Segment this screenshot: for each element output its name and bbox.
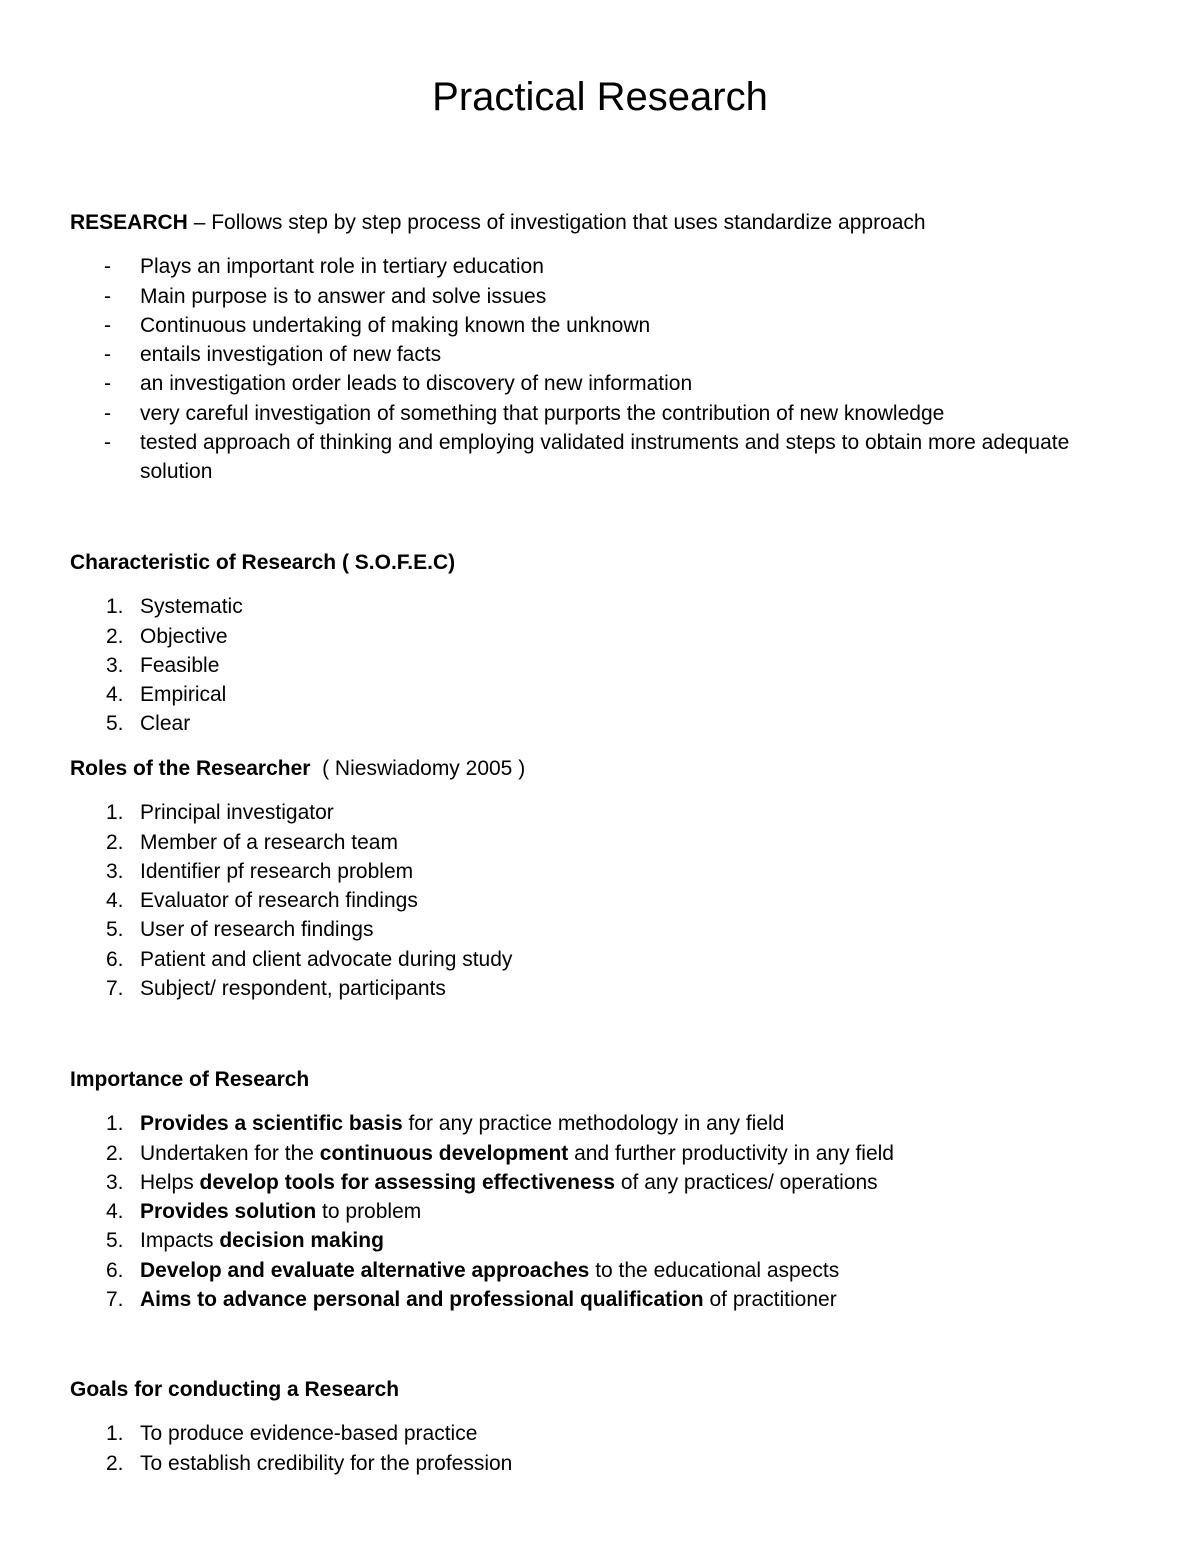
list-item: 5. Clear bbox=[106, 712, 191, 736]
goals-section bbox=[70, 1375, 1130, 1478]
roles-section bbox=[70, 754, 1130, 1003]
list-item: 2. Undertaken for the continuous development and further productivity in any field bbox=[106, 1141, 894, 1165]
list-item: 5. Impacts decision making bbox=[106, 1229, 384, 1253]
list-item: - Continuous undertaking of making known the unknown bbox=[104, 313, 651, 337]
list-item: 2. To establish credibility for the profession bbox=[106, 1451, 513, 1475]
research-term: RESEARCH bbox=[70, 211, 188, 234]
list-item: 1. Provides a scientific basis for any practice methodology in any field bbox=[106, 1112, 785, 1136]
list-item: 2. Objective bbox=[106, 624, 228, 648]
list-item: 3. Identifier pf research problem bbox=[106, 859, 414, 883]
list-item: 5. User of research findings bbox=[106, 918, 374, 942]
research-section bbox=[70, 208, 1130, 486]
goals-heading: Goals for conducting a Research bbox=[70, 1378, 400, 1401]
list-item: 4. Empirical bbox=[106, 683, 227, 707]
research-definition bbox=[70, 208, 1130, 237]
importance-section bbox=[70, 1065, 1130, 1314]
list-item: - tested approach of thinking and employing validated instruments and steps to obtain more adequate solution bbox=[104, 431, 1070, 484]
list-item: - Main purpose is to answer and solve issues bbox=[104, 284, 547, 308]
list-item: 3. Feasible bbox=[106, 653, 220, 677]
list-item: - entails investigation of new facts bbox=[104, 343, 442, 367]
list-item: 2. Member of a research team bbox=[106, 830, 398, 854]
list-item: 7. Aims to advance personal and professional qualification of practitioner bbox=[106, 1288, 837, 1312]
list-item: - very careful investigation of something that purports the contribution of new knowledge bbox=[104, 401, 945, 425]
list-item: 4. Provides solution to problem bbox=[106, 1200, 422, 1224]
page-title: Practical Research bbox=[432, 75, 768, 119]
roles-citation: ( Nieswiadomy 2005 ) bbox=[310, 757, 526, 780]
research-definition-text: – Follows step by step process of investigation that uses standardize approach bbox=[187, 211, 926, 234]
characteristics-heading: Characteristic of Research ( S.O.F.E.C) bbox=[70, 551, 456, 574]
list-item: 1. Systematic bbox=[106, 595, 243, 619]
list-item: 1. Principal investigator bbox=[106, 801, 334, 825]
list-item: 7. Subject/ respondent, participants bbox=[106, 977, 446, 1001]
importance-heading: Importance of Research bbox=[70, 1068, 310, 1091]
list-item: 4. Evaluator of research findings bbox=[106, 889, 418, 913]
list-item: 1. To produce evidence-based practice bbox=[106, 1422, 478, 1446]
list-item: 3. Helps develop tools for assessing effectiveness of any practices/ operations bbox=[106, 1170, 878, 1194]
list-item: - Plays an important role in tertiary education bbox=[104, 255, 544, 279]
characteristics-section bbox=[70, 548, 1130, 739]
list-item: 6. Develop and evaluate alternative approaches to the educational aspects bbox=[106, 1258, 840, 1282]
roles-heading: Roles of the Researcher ( Nieswiadomy 2005 ) bbox=[70, 757, 526, 780]
list-item: 6. Patient and client advocate during study bbox=[106, 947, 513, 971]
list-item: - an investigation order leads to discovery of new information bbox=[104, 372, 693, 396]
